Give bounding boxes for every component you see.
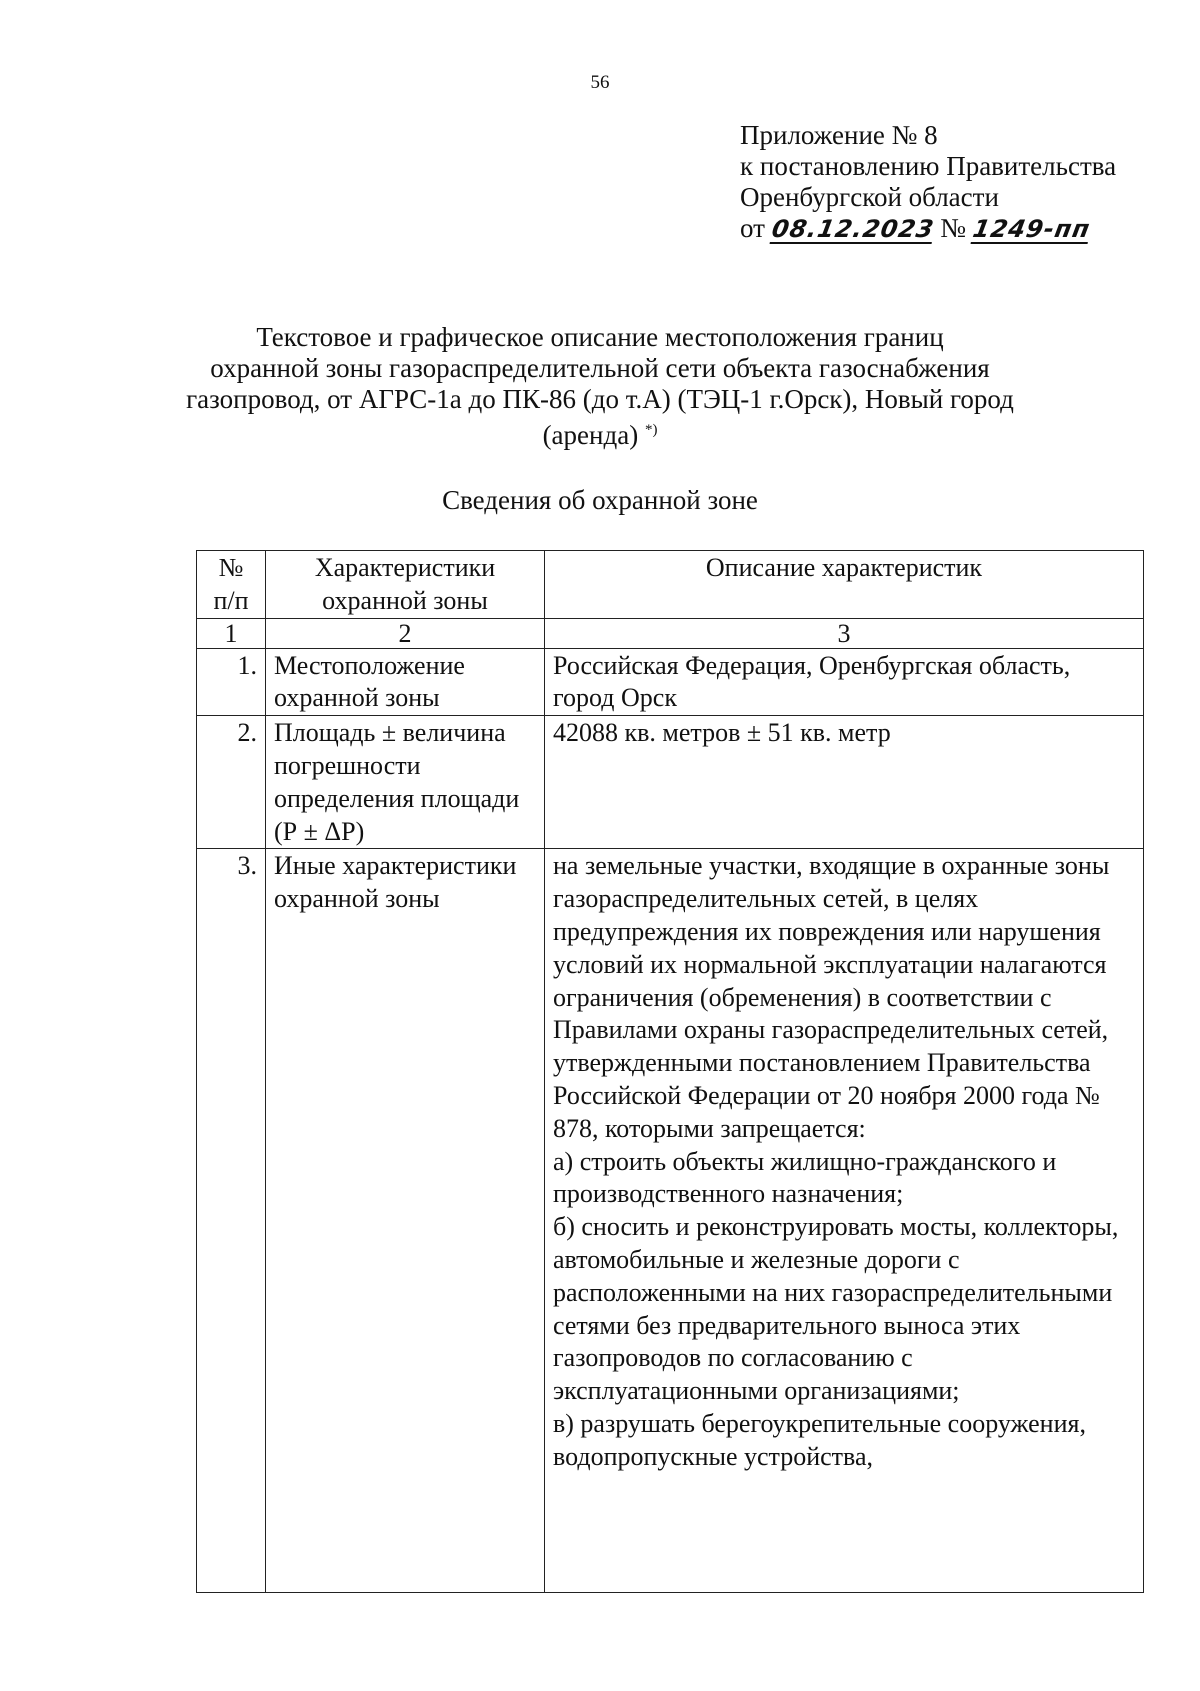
handwritten-date: 08.12.2023 (769, 215, 937, 243)
row-characteristic: Площадь ± величина погрешности определения площади (Р ± ΔР) (266, 716, 545, 849)
description-paragraph: б) сносить и реконструировать мосты, коллекторы, автомобильные и железные дороги с расположенными на них газораспределительными сетями без предварительного выноса этих газопроводов по согласованию с эксплуатационными организациями; (553, 1212, 1119, 1406)
header-description: Описание характеристик (545, 551, 1144, 619)
section-title: Сведения об охранной зоне (442, 485, 758, 515)
page-number: 56 (590, 72, 610, 93)
column-number-3: 3 (545, 618, 1144, 648)
description-paragraph: на земельные участки, входящие в охранные зоны газораспределительных сетей, в целях предупреждения их повреждения или нарушения условий их нормальной эксплуатации налагаются ограничения (обременения) в соответствии с Правилами охраны газораспределительных сетей, утвержденными постановлением Правительства Российской Федерации от 20 ноября 2000 года № 878, которыми запрещается: (553, 851, 1110, 1143)
header-characteristic: Характеристики охранной зоны (266, 551, 545, 619)
appendix-line-1: Приложение № 8 (740, 120, 938, 150)
table-row (197, 716, 1144, 849)
table-row (197, 849, 1144, 1593)
appendix-line-2: к постановлению Правительства (740, 151, 1117, 181)
row-description: Российская Федерация, Оренбургская область, город Орск (545, 648, 1144, 716)
row-number: 3. (197, 849, 266, 1593)
row-description: 42088 кв. метров ± 51 кв. метр (545, 716, 1144, 849)
zone-info-table (196, 550, 1144, 1593)
title-line-3: газопровод, от АГРС-1а до ПК-86 (до т.А) (ТЭЦ-1 г.Орск), Новый город (186, 384, 1014, 414)
table-row (197, 648, 1144, 716)
title-line-4 (150, 415, 1050, 451)
column-number-2: 2 (266, 618, 545, 648)
from-label: от (740, 213, 765, 243)
row-description (545, 849, 1144, 1593)
column-number-1: 1 (197, 618, 266, 648)
title-line-4-text: (аренда) (542, 420, 639, 450)
table-header-row (197, 551, 1144, 619)
appendix-line-4 (740, 213, 1116, 244)
row-number: 2. (197, 716, 266, 849)
footnote-mark: *) (644, 422, 658, 438)
description-paragraph: а) строить объекты жилищно-гражданского и производственного назначения; (553, 1146, 1057, 1209)
appendix-block (740, 120, 1116, 244)
row-number: 1. (197, 648, 266, 716)
document-title (150, 322, 1050, 451)
row-characteristic: Иные характеристики охранной зоны (266, 849, 545, 1593)
column-number-row (197, 618, 1144, 648)
header-number: № п/п (197, 551, 266, 619)
description-paragraph: в) разрушать берегоукрепительные сооружения, водопропускные устройства, (553, 1408, 1086, 1471)
handwritten-number: 1249-пп (970, 215, 1093, 243)
title-line-2: охранной зоны газораспределительной сети объекта газоснабжения (210, 353, 990, 383)
appendix-line-3: Оренбургской области (740, 182, 999, 212)
number-label: № (940, 213, 967, 243)
row-characteristic: Местоположение охранной зоны (266, 648, 545, 716)
title-line-1: Текстовое и графическое описание местоположения границ (256, 322, 944, 352)
